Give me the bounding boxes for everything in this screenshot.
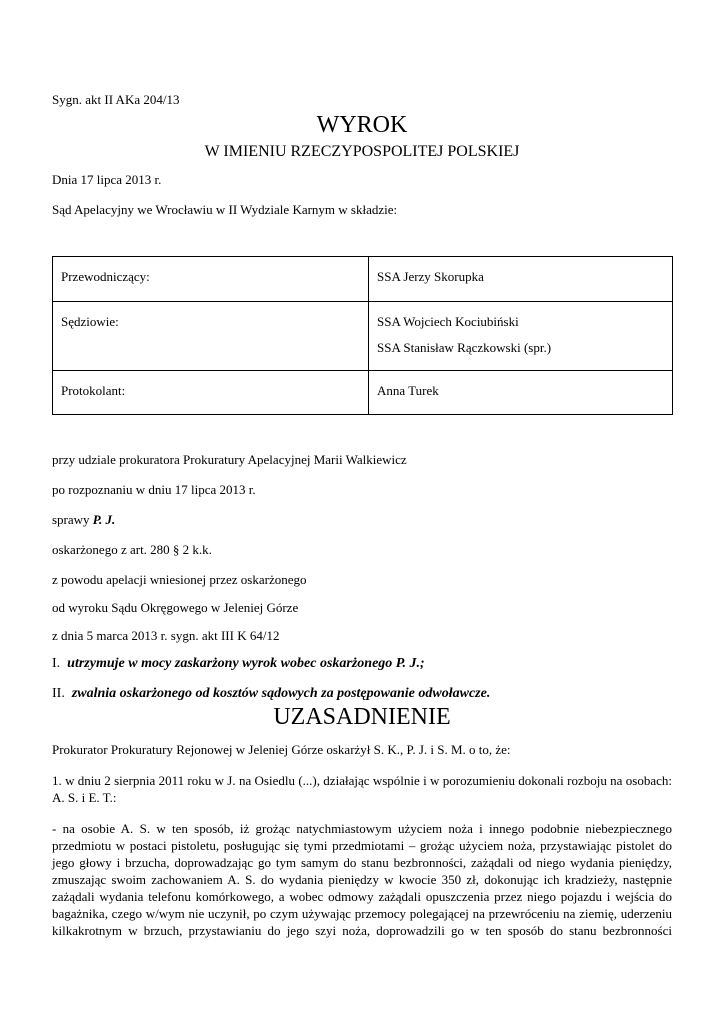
judges-label-cell (53, 302, 369, 371)
chair-name-cell (369, 257, 673, 302)
text-line: bagażnika, czego w/wym nie uczynił, po czym używając przemocy polegającej na przewróceniu na ziemię, uderzeniu (52, 906, 672, 921)
chair-label: Przewodniczący: (61, 269, 150, 284)
from-judgment-line: od wyroku Sądu Okręgowego w Jeleniej Górze (52, 600, 299, 615)
appeal-line: z powodu apelacji wniesionej przez oskarżonego (52, 572, 307, 587)
table-row-judges (53, 302, 673, 371)
ruling-number: I. (52, 656, 61, 671)
text-line: jego głowy i brzucha, doprowadzając go tym samym do stanu bezbronności, zażądali od niego wydania pieniędzy, (52, 855, 672, 870)
clerk-label: Protokolant: (61, 383, 126, 398)
court-name: Sąd Apelacyjny we Wrocławiu w II Wydziale Karnym w składzie: (52, 202, 398, 217)
case-line (52, 512, 115, 528)
judge-2-name: SSA Stanisław Rączkowski (spr.) (377, 340, 552, 355)
table-row-chair (53, 257, 673, 302)
justification-point-1-detail (52, 820, 672, 939)
table-row-clerk (53, 371, 673, 415)
defendant-name: P. J. (92, 512, 116, 527)
charge-line: oskarżonego z art. 280 § 2 k.k. (52, 542, 212, 557)
judges-names-cell (369, 302, 673, 371)
judges-label: Sędziowie: (61, 314, 119, 329)
chair-name: SSA Jerzy Skorupka (377, 269, 484, 284)
text-line: 1. w dniu 2 sierpnia 2011 roku w J. na Osiedlu (...), działając wspólnie i w porozumieniu dokonali rozboju na osobach: (52, 773, 672, 788)
court-composition-table (52, 256, 673, 415)
judgment-date-line: z dnia 5 marca 2013 r. sygn. akt III K 64/12 (52, 628, 280, 643)
case-prefix: sprawy (52, 512, 93, 527)
case-signature: Sygn. akt II AKa 204/13 (52, 92, 180, 107)
text-line: zażądali wydania telefonu komórkowego, a wobec odmowy zażądali opuszczenia przez niego pojazdu i wejścia do (52, 889, 672, 904)
clerk-label-cell (53, 371, 369, 415)
prosecutor-line: przy udziale prokuratora Prokuratury Apelacyjnej Marii Walkiewicz (52, 452, 407, 467)
ruling-number: II. (52, 686, 65, 701)
clerk-name: Anna Turek (377, 383, 439, 398)
ruling-text: utrzymuje w mocy zaskarżony wyrok wobec oskarżonego P. J.; (67, 656, 425, 671)
judgment-subtitle: W IMIENIU RZECZYPOSPOLITEJ POLSKIEJ (204, 143, 520, 160)
justification-intro: Prokurator Prokuratury Rejonowej w Jeleniej Górze oskarżył S. K., P. J. i S. M. o to, że: (52, 742, 511, 757)
ruling-item-2 (52, 686, 490, 702)
justification-point-1 (52, 772, 672, 806)
text-line: - na osobie A. S. w ten sposób, iż grożąc natychmiastowym użyciem noża i innego podobnie niebezpiecznego (52, 821, 672, 836)
hearing-line: po rozpoznaniu w dniu 17 lipca 2013 r. (52, 482, 256, 497)
judgment-title: WYROK (316, 112, 408, 138)
justification-title: UZASADNIENIE (273, 704, 451, 730)
text-line: przedmiotu w postaci pistoletu, posługując się tymi przedmiotami – grożąc użyciem noża, przystawiając pistolet do (52, 838, 672, 853)
chair-label-cell (53, 257, 369, 302)
judgment-date: Dnia 17 lipca 2013 r. (52, 172, 162, 187)
text-line: A. S. i E. T.: (52, 790, 117, 805)
text-line: kilkakrotnym w brzuch, przystawianiu do jego szyi noża, doprowadzili go w ten sposób do stanu bezbronności (52, 923, 672, 938)
clerk-name-cell (369, 371, 673, 415)
ruling-text: zwalnia oskarżonego od kosztów sądowych za postępowanie odwoławcze. (71, 686, 491, 701)
ruling-item-1 (52, 656, 425, 672)
text-line: zmuszając swoim zachowaniem A. S. do wydania pieniędzy w kwocie 350 zł, dokonując ich kradzieży, następnie (52, 872, 672, 887)
judge-1-name: SSA Wojciech Kociubiński (377, 314, 519, 329)
